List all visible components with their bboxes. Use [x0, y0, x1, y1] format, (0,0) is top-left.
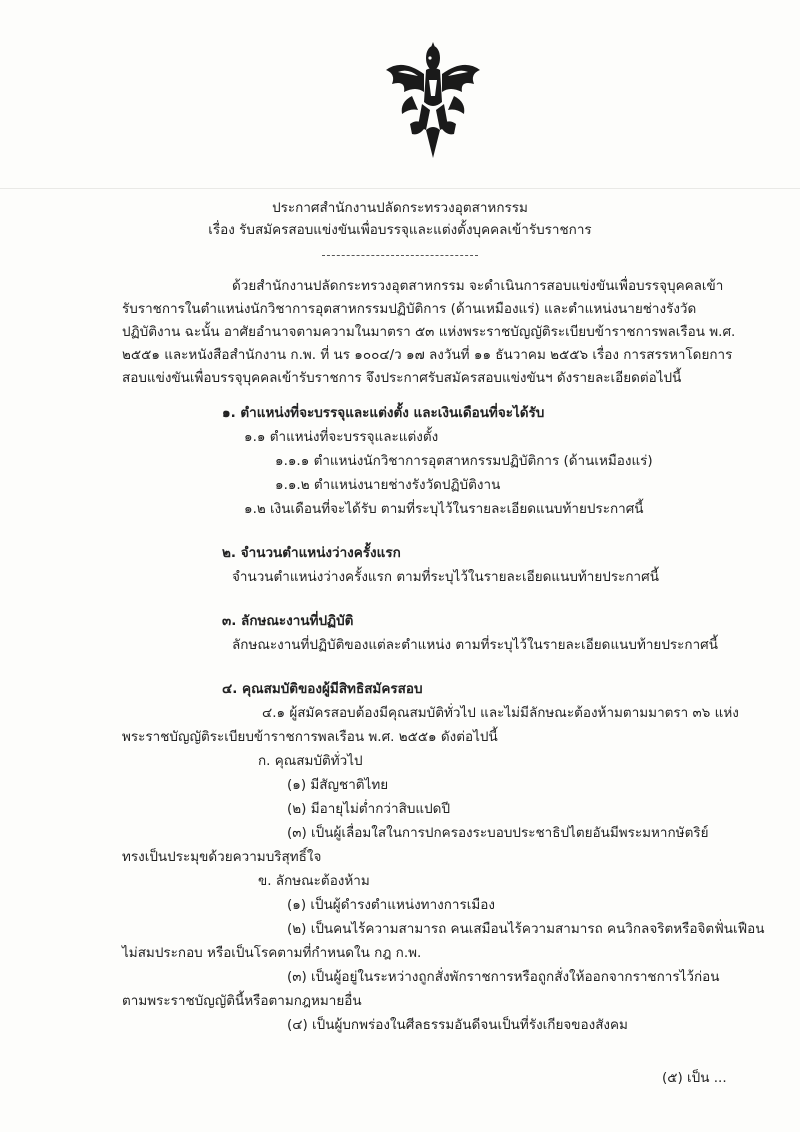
intro-line-1: ด้วยสำนักงานปลัดกระทรวงอุตสาหกรรม จะดำเนินการสอบแข่งขันเพื่อบรรจุบุคคลเข้า	[232, 278, 724, 294]
prohibition-4: (๔) เป็นผู้บกพร่องในศีลธรรมอันดีจนเป็นที่รังเกียจของสังคม	[287, 1017, 628, 1033]
qualification-1: (๑) มีสัญชาติไทย	[287, 777, 389, 793]
section-1-1-1: ๑.๑.๑ ตำแหน่งนักวิชาการอุตสาหกรรมปฏิบัติการ (ด้านเหมืองแร่)	[275, 453, 653, 469]
section-1-2: ๑.๒ เงินเดือนที่จะได้รับ ตามที่ระบุไว้ในรายละเอียดแนบท้ายประกาศนี้	[244, 501, 644, 517]
section-4-1-line-1: ๔.๑ ผู้สมัครสอบต้องมีคุณสมบัติทั่วไป และไม่มีลักษณะต้องห้ามตามมาตรา ๓๖ แห่ง	[262, 705, 739, 721]
prohibition-2-line-2: ไม่สมประกอบ หรือเป็นโรคตามที่กำหนดใน กฎ ก.พ.	[122, 945, 422, 961]
fold-line	[0, 188, 800, 189]
section-4-1-line-2: พระราชบัญญัติระเบียบข้าราชการพลเรือน พ.ศ. ๒๕๕๑ ดังต่อไปนี้	[122, 729, 498, 745]
section-2-heading: ๒. จำนวนตำแหน่งว่างครั้งแรก	[222, 545, 401, 561]
section-2-body: จำนวนตำแหน่งว่างครั้งแรก ตามที่ระบุไว้ในรายละเอียดแนบท้ายประกาศนี้	[232, 569, 659, 585]
prohibition-3-line-2: ตามพระราชบัญญัตินี้หรือตามกฎหมายอื่น	[122, 993, 362, 1009]
intro-line-5: สอบแข่งขันเพื่อบรรจุบุคคลเข้ารับราชการ จึงประกาศรับสมัครสอบแข่งขันฯ ดังรายละเอียดต่อไปนี้	[122, 370, 682, 386]
prohibition-2-line-1: (๒) เป็นคนไร้ความสามารถ คนเสมือนไร้ความสามารถ คนวิกลจริตหรือจิตฟั่นเฟือน	[287, 921, 765, 937]
intro-line-2: รับราชการในตำแหน่งนักวิชาการอุตสาหกรรมปฏิบัติการ (ด้านเหมืองแร่) และตำแหน่งนายช่างรังวัด	[122, 301, 697, 317]
qualification-2: (๒) มีอายุไม่ต่ำกว่าสิบแปดปี	[287, 801, 451, 817]
qualification-3-line-2: ทรงเป็นประมุขด้วยความบริสุทธิ์ใจ	[122, 849, 322, 865]
continued-marker: (๕) เป็น ...	[662, 1070, 727, 1086]
section-3-heading: ๓. ลักษณะงานที่ปฏิบัติ	[222, 613, 354, 629]
section-4-heading: ๔. คุณสมบัติของผู้มีสิทธิสมัครสอบ	[222, 681, 423, 697]
prohibition-1: (๑) เป็นผู้ดำรงตำแหน่งทางการเมือง	[287, 897, 495, 913]
general-qualifications-heading: ก. คุณสมบัติทั่วไป	[258, 753, 363, 769]
intro-line-4: ๒๕๕๑ และหนังสือสำนักงาน ก.พ. ที่ นร ๑๐๐๔/ว ๑๗ ลงวันที่ ๑๑ ธันวาคม ๒๕๕๖ เรื่อง การสรรหาโดยการ	[122, 347, 733, 363]
title-divider	[322, 255, 478, 256]
garuda-emblem-icon	[382, 40, 484, 158]
announcement-title: ประกาศสำนักงานปลัดกระทรวงอุตสาหกรรม	[272, 200, 528, 216]
section-3-body: ลักษณะงานที่ปฏิบัติของแต่ละตำแหน่ง ตามที่ระบุไว้ในรายละเอียดแนบท้ายประกาศนี้	[232, 637, 718, 653]
qualification-3-line-1: (๓) เป็นผู้เลื่อมใสในการปกครองระบอบประชาธิปไตยอันมีพระมหากษัตริย์	[287, 825, 709, 841]
prohibitions-heading: ข. ลักษณะต้องห้าม	[258, 873, 370, 889]
section-1-1-2: ๑.๑.๒ ตำแหน่งนายช่างรังวัดปฏิบัติงาน	[275, 477, 501, 493]
prohibition-3-line-1: (๓) เป็นผู้อยู่ในระหว่างถูกสั่งพักราชการหรือถูกสั่งให้ออกจากราชการไว้ก่อน	[287, 969, 720, 985]
section-1-1: ๑.๑ ตำแหน่งที่จะบรรจุและแต่งตั้ง	[244, 429, 439, 445]
announcement-subject: เรื่อง รับสมัครสอบแข่งขันเพื่อบรรจุและแต่งตั้งบุคคลเข้ารับราชการ	[208, 222, 592, 238]
intro-line-3: ปฏิบัติงาน ฉะนั้น อาศัยอำนาจตามความในมาตรา ๕๓ แห่งพระราชบัญญัติระเบียบข้าราชการพลเรือน พ.ศ.	[122, 324, 736, 340]
section-1-heading: ๑. ตำแหน่งที่จะบรรจุและแต่งตั้ง และเงินเดือนที่จะได้รับ	[222, 405, 545, 421]
